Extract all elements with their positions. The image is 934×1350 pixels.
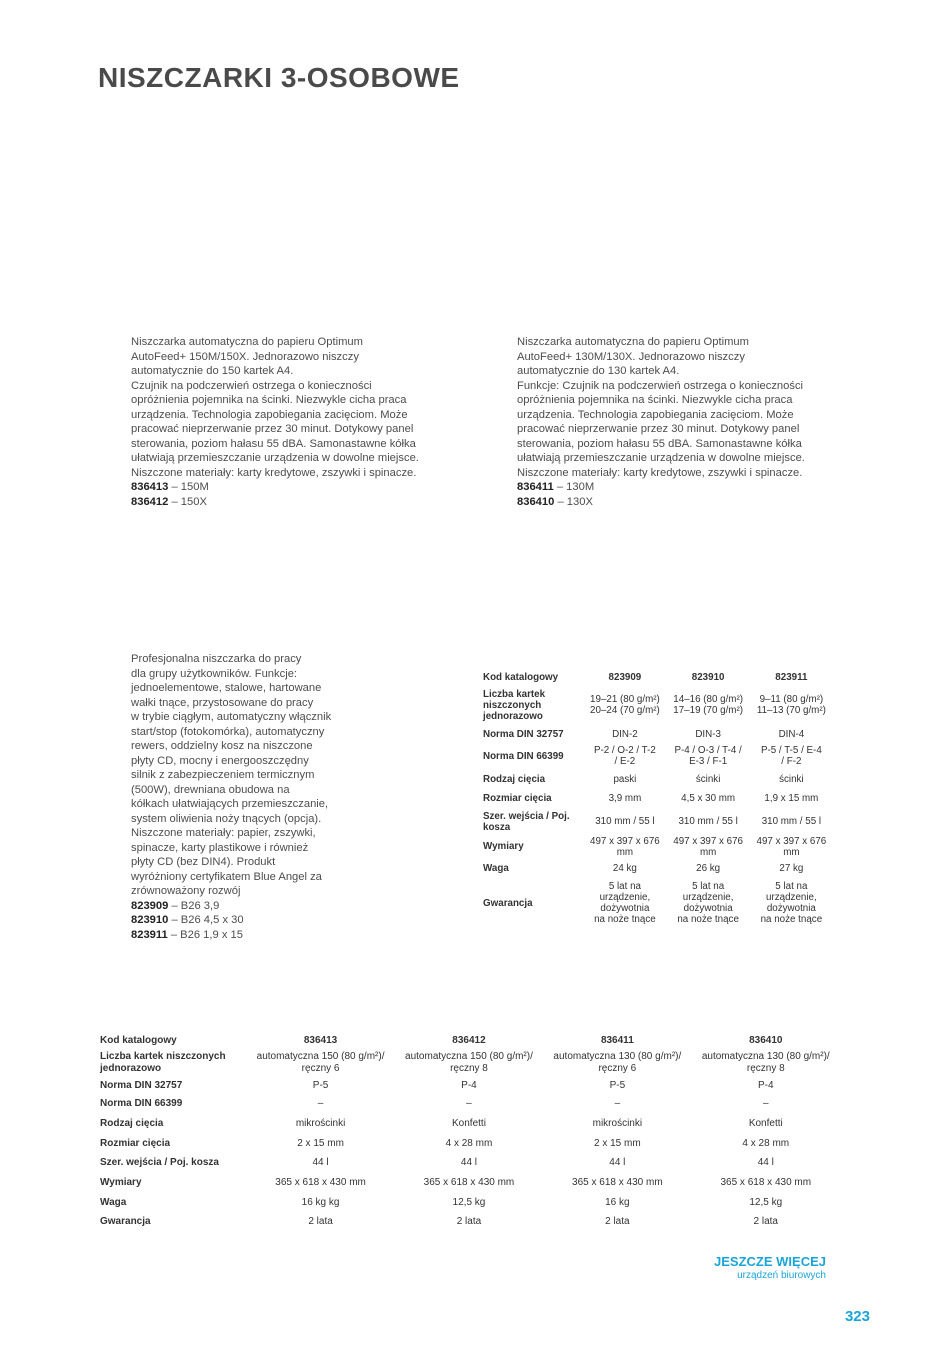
table-cell: automatyczna 130 (80 g/m²)/ ręczny 6 — [553, 1050, 682, 1074]
table-cell: 310 mm / 55 l — [761, 816, 822, 827]
table-cell: 310 mm / 55 l — [678, 816, 738, 827]
column-header: 836412 — [452, 1034, 486, 1046]
table-cell: P-2 / O-2 / T-2 / E-2 — [593, 745, 656, 767]
table-cell: ścinki — [695, 773, 721, 785]
table-cell: 12,5 kg — [749, 1196, 783, 1208]
column-header: 823909 — [608, 672, 642, 683]
table-cell: paski — [613, 773, 637, 785]
column-header: 836413 — [303, 1034, 338, 1046]
table-cell: 26 kg — [696, 862, 721, 874]
row-label: Rozmiar cięcia — [483, 793, 552, 804]
table-row — [483, 789, 833, 808]
description-text: Profesjonalna niszczarka do pracy dla grupy użytkowników. Funkcje: jednoelementowe, stalowe, hartowane wałki tnące, przystosowane do pracy w trybie ciągłym, automatyczny włącznik start/stop (fotokomórka), automatyczny rewers, oddzielny kosz na niszczone płyty CD, mocny i energooszczędny silnik z zabezpieczeniem termicznym (500W), drewniana obudowa na kółkach ułatwiających przemieszczanie, system oliwienia noży tnących (opcja). Niszczone materiały: papier, zszywki, spinacze, karty plastikowe i również płyty CD (bez DIN4). Produkt wyróżniony certyfikatem Blue Angel za zrównoważony rozwój — [131, 653, 332, 897]
table-cell: 365 x 618 x 430 mm — [720, 1177, 812, 1188]
table-cell: 365 x 618 x 430 mm — [423, 1177, 515, 1188]
header-label: Kod katalogowy — [483, 672, 559, 683]
column-header: 836410 — [749, 1034, 783, 1046]
row-label: Liczba kartek niszczonych jednorazowo — [483, 688, 546, 722]
table-row — [100, 1173, 840, 1193]
more-subheading: urządzeń biurowych — [737, 1270, 826, 1281]
table-cell: DIN-3 — [695, 728, 721, 740]
product-description-150 — [131, 335, 431, 509]
catalog-code-line: 836411 – 130M — [517, 481, 595, 493]
page-title: NISZCZARKI 3-OSOBOWE — [98, 62, 460, 93]
row-label: Waga — [100, 1196, 127, 1208]
table-row — [100, 1153, 840, 1173]
table-cell: P-4 — [461, 1079, 477, 1091]
table-cell: 2 lata — [753, 1216, 778, 1227]
table-cell: 4,5 x 30 mm — [681, 793, 736, 804]
table-cell: Konfetti — [748, 1118, 783, 1129]
row-label: Waga — [483, 862, 509, 874]
more-devices-banner — [714, 1254, 826, 1282]
row-label: Wymiary — [483, 841, 524, 852]
table-cell: 2 lata — [605, 1216, 630, 1227]
table-cell: 2 x 15 mm — [594, 1137, 641, 1149]
table-cell: DIN-2 — [612, 728, 638, 740]
table-cell: 2 x 15 mm — [297, 1137, 344, 1149]
table-cell: 3,9 mm — [608, 793, 642, 804]
column-header: 823911 — [775, 672, 808, 683]
table-header-row — [483, 670, 833, 685]
catalog-code-line: 823909 – B26 3,9 — [131, 899, 220, 912]
row-label: Liczba kartek niszczonych jednorazowo — [100, 1050, 226, 1074]
table-cell: 19–21 (80 g/m²) 20–24 (70 g/m²) — [590, 694, 660, 716]
product-description-130 — [517, 335, 817, 509]
table-row — [483, 725, 833, 743]
row-label: Rozmiar cięcia — [100, 1137, 171, 1149]
table-cell: DIN-4 — [778, 728, 805, 740]
header-label: Kod katalogowy — [100, 1034, 177, 1046]
table-cell: 4 x 28 mm — [445, 1137, 493, 1149]
catalog-code-line: 823911 – B26 1,9 x 15 — [131, 928, 243, 941]
catalog-code-line: 836413 – 150M — [131, 481, 209, 493]
table-cell: automatyczna 130 (80 g/m²)/ ręczny 8 — [701, 1050, 830, 1074]
table-cell: P-5 / T-5 / E-4 / F-2 — [760, 745, 822, 767]
row-label: Gwarancja — [483, 897, 533, 909]
description-text: Niszczarka automatyczna do papieru Optimum AutoFeed+ 150M/150X. Jednorazowo niszczy automatycznie do 150 kartek A4. Czujnik na podczerwień ostrzega o konieczności opróżnienia pojemnika na ścinki. Niezwykle cicha praca urządzenia. Technologia zapobiegania zacięciom. Może pracować nieprzerwanie przez 30 minut. Dotykowy panel sterowania, poziom hałasu 55 dBA. Samonastawne kółka ułatwiają przemieszczanie urządzenia w dowolne miejsce. Niszczone materiały: karty kredytowe, zszywki i spinacze. — [131, 336, 419, 479]
table-row — [483, 835, 833, 858]
table-cell: 16 kg — [605, 1196, 630, 1208]
catalog-code-line: 823910 – B26 4,5 x 30 — [131, 914, 244, 926]
row-label: Szer. wejścia / Poj. kosza — [483, 810, 570, 833]
page-number: 323 — [844, 1308, 870, 1325]
table-cell: 5 lat na urządzenie, dożywotnia na noże tnące — [677, 881, 739, 925]
table-cell: 5 lat na urządzenie, dożywotnia na noże tnące — [760, 881, 823, 925]
spec-table-automatic — [100, 1033, 840, 1232]
catalog-code-line: 836410 – 130X — [517, 495, 593, 508]
table-cell: ścinki — [779, 773, 804, 785]
table-cell: 2 lata — [456, 1216, 482, 1227]
table-cell: mikrościnki — [295, 1118, 346, 1129]
spec-table-professional — [483, 670, 833, 928]
product-description-professional — [131, 652, 341, 942]
table-row — [483, 743, 833, 769]
row-label: Gwarancja — [100, 1216, 151, 1227]
table-cell: P-5 — [312, 1079, 329, 1091]
table-cell: 497 x 397 x 676 mm — [756, 835, 827, 858]
row-label: Rodzaj cięcia — [483, 773, 546, 785]
table-row — [100, 1048, 840, 1077]
table-cell: – — [317, 1098, 324, 1109]
table-row — [483, 858, 833, 878]
table-cell: automatyczna 150 (80 g/m²)/ ręczny 8 — [405, 1050, 533, 1074]
table-cell: 365 x 618 x 430 mm — [275, 1177, 366, 1188]
row-label: Rodzaj cięcia — [100, 1118, 164, 1129]
table-row — [100, 1134, 840, 1153]
table-cell: Konfetti — [452, 1118, 486, 1129]
table-row — [100, 1077, 840, 1094]
table-cell: automatyczna 150 (80 g/m²)/ ręczny 6 — [256, 1050, 385, 1074]
table-cell: P-4 / O-3 / T-4 / E-3 / F-1 — [674, 745, 742, 767]
row-label: Norma DIN 66399 — [483, 750, 564, 762]
table-cell: 310 mm / 55 l — [595, 816, 655, 827]
table-row — [483, 769, 833, 789]
table-cell: – — [762, 1098, 769, 1109]
table-cell: P-4 — [757, 1079, 774, 1091]
table-header-row — [100, 1033, 840, 1048]
column-header: 836411 — [600, 1034, 634, 1046]
table-cell: 1,9 x 15 mm — [764, 793, 819, 804]
table-cell: 16 kg kg — [301, 1196, 340, 1208]
more-heading: JESZCZE WIĘCEJ — [714, 1254, 826, 1269]
row-label: Norma DIN 66399 — [100, 1098, 183, 1109]
table-cell: 44 l — [609, 1157, 626, 1168]
row-label: Wymiary — [100, 1177, 142, 1188]
row-label: Norma DIN 32757 — [100, 1079, 183, 1091]
table-cell: 5 lat na urządzenie, dożywotnia na noże tnące — [594, 881, 656, 925]
table-cell: 4 x 28 mm — [742, 1137, 790, 1149]
table-row — [483, 685, 833, 725]
table-cell: 2 lata — [308, 1216, 333, 1227]
catalog-code-line: 836412 – 150X — [131, 495, 207, 508]
row-label: Szer. wejścia / Poj. kosza — [100, 1157, 219, 1168]
table-cell: – — [614, 1098, 621, 1109]
table-cell: 44 l — [312, 1157, 329, 1168]
table-cell: 44 l — [460, 1157, 478, 1168]
table-cell: 12,5 kg — [452, 1196, 486, 1208]
table-cell: 27 kg — [779, 862, 804, 874]
table-cell: 497 x 397 x 676 mm — [590, 835, 660, 858]
table-cell: – — [466, 1098, 472, 1109]
table-row — [483, 808, 833, 835]
table-cell: 365 x 618 x 430 mm — [572, 1177, 663, 1188]
table-row — [100, 1212, 840, 1232]
description-text: Niszczarka automatyczna do papieru Optimum AutoFeed+ 130M/130X. Jednorazowo niszczy automatycznie do 130 kartek A4. Funkcje: Czujnik na podczerwień ostrzega o konieczności opróżnienia pojemnika na ścinki. Niezwykle cicha praca urządzenia. Technologia zapobiegania zacięciom. Może pracować nieprzerwanie przez 30 minut. Dotykowy panel sterowania, poziom hałasu 55 dBA. Samonastawne kółka ułatwiają przemieszczanie urządzenia w dowolne miejsce. Niszczone materiały: karty kredytowe, zszywki i spinacze. — [517, 336, 805, 479]
table-cell: 497 x 397 x 676 mm — [673, 835, 743, 858]
table-row — [100, 1114, 840, 1134]
table-cell: P-5 — [609, 1079, 626, 1091]
table-cell: 9–11 (80 g/m²) 11–13 (70 g/m²) — [756, 694, 826, 716]
table-row — [100, 1094, 840, 1114]
table-cell: 24 kg — [612, 862, 637, 874]
row-label: Norma DIN 32757 — [483, 728, 564, 740]
table-cell: 44 l — [757, 1157, 774, 1168]
table-row — [483, 878, 833, 928]
table-cell: mikrościnki — [592, 1118, 643, 1129]
table-cell: 14–16 (80 g/m²) 17–19 (70 g/m²) — [673, 694, 743, 716]
table-row — [100, 1193, 840, 1212]
column-header: 823910 — [691, 672, 725, 683]
